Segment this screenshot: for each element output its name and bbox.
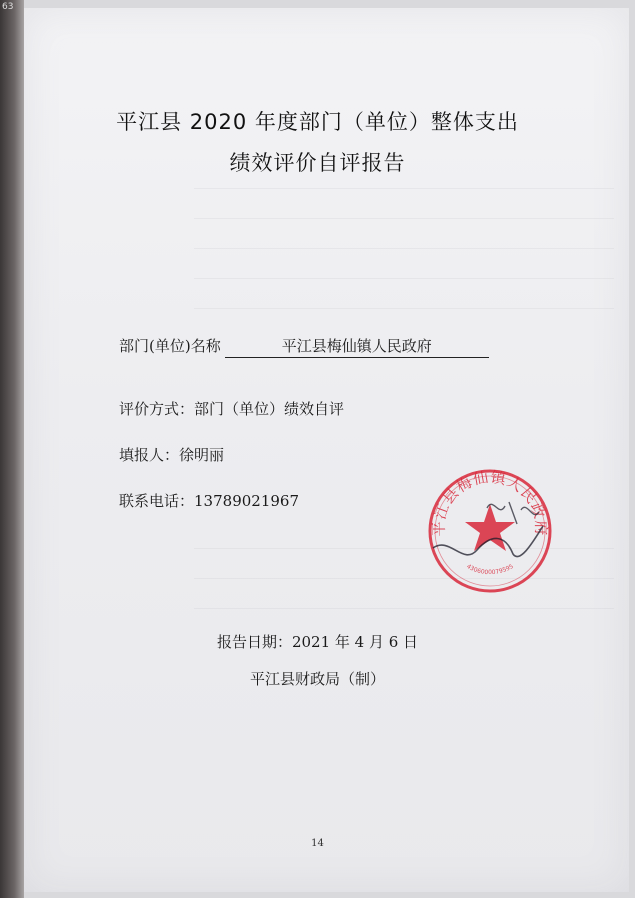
phone-row [119,490,299,511]
svg-text:平江县梅仙镇人民政府: 平江县梅仙镇人民政府 [429,467,551,537]
filler-row [119,444,224,465]
document-page [24,8,629,892]
document-title-line1: 平江县 2020 年度部门（单位）整体支出 [116,110,519,134]
scan-edge-mark: 63 [2,2,14,12]
page-number: 14 [311,838,324,849]
filler-value: 徐明丽 [179,446,225,464]
department-label: 部门(单位)名称 [119,337,221,355]
report-date: 报告日期：2021 年 4 月 6 日 [216,633,419,651]
document-title-line2: 绩效评价自评报告 [229,151,406,175]
phone-value: 13789021967 [194,492,299,510]
issuing-bureau: 平江县财政局（制） [249,670,385,688]
filler-label: 填报人： [119,446,180,464]
department-value: 平江县梅仙镇人民政府 [225,335,489,358]
official-seal-stamp [425,466,555,596]
department-row [119,335,489,358]
svg-text:4306000079595: 4306000079595 [465,563,515,577]
method-label: 评价方式： [119,400,195,418]
phone-label: 联系电话： [119,492,195,510]
method-row [119,398,344,419]
method-value: 部门（单位）绩效自评 [194,400,345,418]
